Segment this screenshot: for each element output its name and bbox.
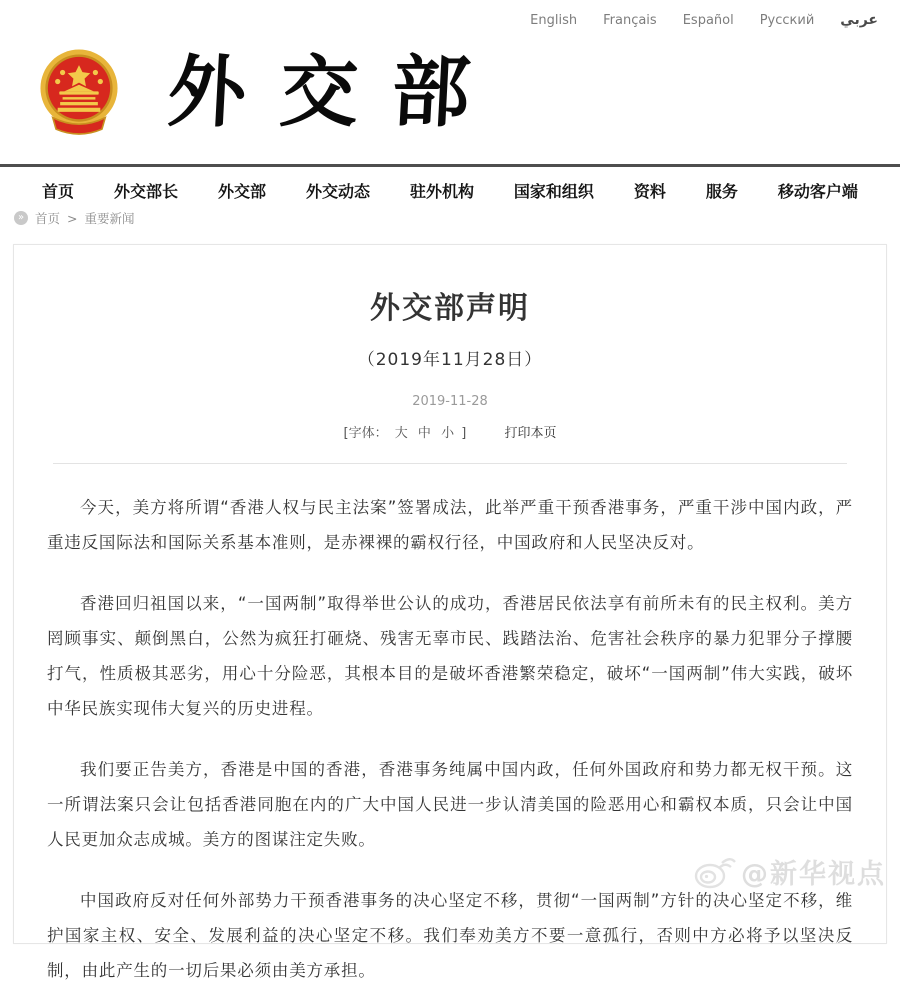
article-paragraph: 香港回归祖国以来，“一国两制”取得举世公认的成功，香港居民依法享有前所未有的民主权利。美方罔顾事实、颠倒黑白，公然为疯狂打砸烧、残害无辜市民、践踏法治、危害社会秩序的暴力犯罪分子撑腰打气，性质极其恶劣，用心十分险恶，其根本目的是破坏香港繁荣稳定，破坏“一国两制”伟大实践，破坏中华民族实现伟大复兴的历史进程。 bbox=[47, 594, 853, 718]
lang-arabic[interactable]: عربي bbox=[840, 12, 878, 28]
breadcrumb-arrows-icon: » bbox=[14, 211, 28, 225]
font-size-label-close: ] bbox=[461, 426, 467, 441]
mfa-calligraphy-logo: 外交部 bbox=[165, 47, 507, 138]
nav-foreign-minister[interactable]: 外交部长 bbox=[113, 182, 178, 201]
lang-english[interactable]: English bbox=[530, 12, 578, 28]
china-national-emblem-icon bbox=[38, 45, 120, 141]
article-body bbox=[47, 490, 853, 988]
font-size-medium-button[interactable]: 中 bbox=[417, 426, 431, 441]
article-title: 外交部声明 bbox=[370, 291, 530, 326]
article-paragraph: 中国政府反对任何外部势力干预香港事务的决心坚定不移，贯彻“一国两制”方针的决心坚定不移，维护国家主权、安全、发展利益的决心坚定不移。我们奉劝美方不要一意孤行，否则中方必将予以坚决反制，由此产生的一切后果必须由美方承担。 bbox=[47, 891, 853, 980]
watermark-text: @新华视点 bbox=[741, 859, 886, 890]
article-toolbar bbox=[47, 422, 853, 441]
font-size-small-button[interactable]: 小 bbox=[441, 426, 455, 441]
nav-missions-abroad[interactable]: 驻外机构 bbox=[409, 182, 474, 201]
nav-home[interactable]: 首页 bbox=[42, 182, 75, 201]
lang-russian[interactable]: Русский bbox=[759, 12, 815, 28]
nav-countries-orgs[interactable]: 国家和组织 bbox=[513, 182, 594, 201]
breadcrumb-current: 重要新闻 bbox=[84, 211, 135, 226]
article-container bbox=[13, 244, 887, 980]
article-subtitle: （2019年11月28日） bbox=[357, 350, 543, 370]
lang-spanish[interactable]: Español bbox=[682, 12, 734, 28]
title-divider bbox=[53, 463, 847, 464]
nav-services[interactable]: 服务 bbox=[705, 182, 738, 201]
article-paragraph: 今天，美方将所谓“香港人权与民主法案”签署成法，此举严重干预香港事务，严重干涉中国内政，严重违反国际法和国际关系基本准则，是赤裸裸的霸权行径，中国政府和人民坚决反对。 bbox=[47, 498, 853, 552]
nav-resources[interactable]: 资料 bbox=[633, 182, 666, 201]
print-page-button[interactable]: 打印本页 bbox=[504, 426, 557, 441]
main-nav bbox=[0, 164, 900, 202]
nav-diplomatic-activities[interactable]: 外交动态 bbox=[305, 182, 370, 201]
nav-mobile-client[interactable]: 移动客户端 bbox=[777, 182, 858, 201]
font-size-large-button[interactable]: 大 bbox=[394, 426, 408, 441]
breadcrumb-separator: > bbox=[67, 210, 78, 226]
breadcrumb-home-link[interactable]: 首页 bbox=[35, 211, 61, 226]
article-paragraph: 我们要正告美方，香港是中国的香港，香港事务纯属中国内政，任何外国政府和势力都无权干预。这一所谓法案只会让包括香港同胞在内的广大中国人民进一步认清美国的险恶用心和霸权本质，只会让中国人民更加众志成城。美方的图谋注定失败。 bbox=[47, 760, 853, 849]
nav-ministry[interactable]: 外交部 bbox=[217, 182, 266, 201]
lang-french[interactable]: Français bbox=[603, 12, 657, 28]
breadcrumb bbox=[14, 209, 135, 227]
article-date: 2019-11-28 bbox=[412, 394, 488, 409]
language-bar bbox=[530, 12, 878, 28]
site-header bbox=[38, 38, 507, 148]
font-size-label: [字体： bbox=[343, 426, 388, 441]
